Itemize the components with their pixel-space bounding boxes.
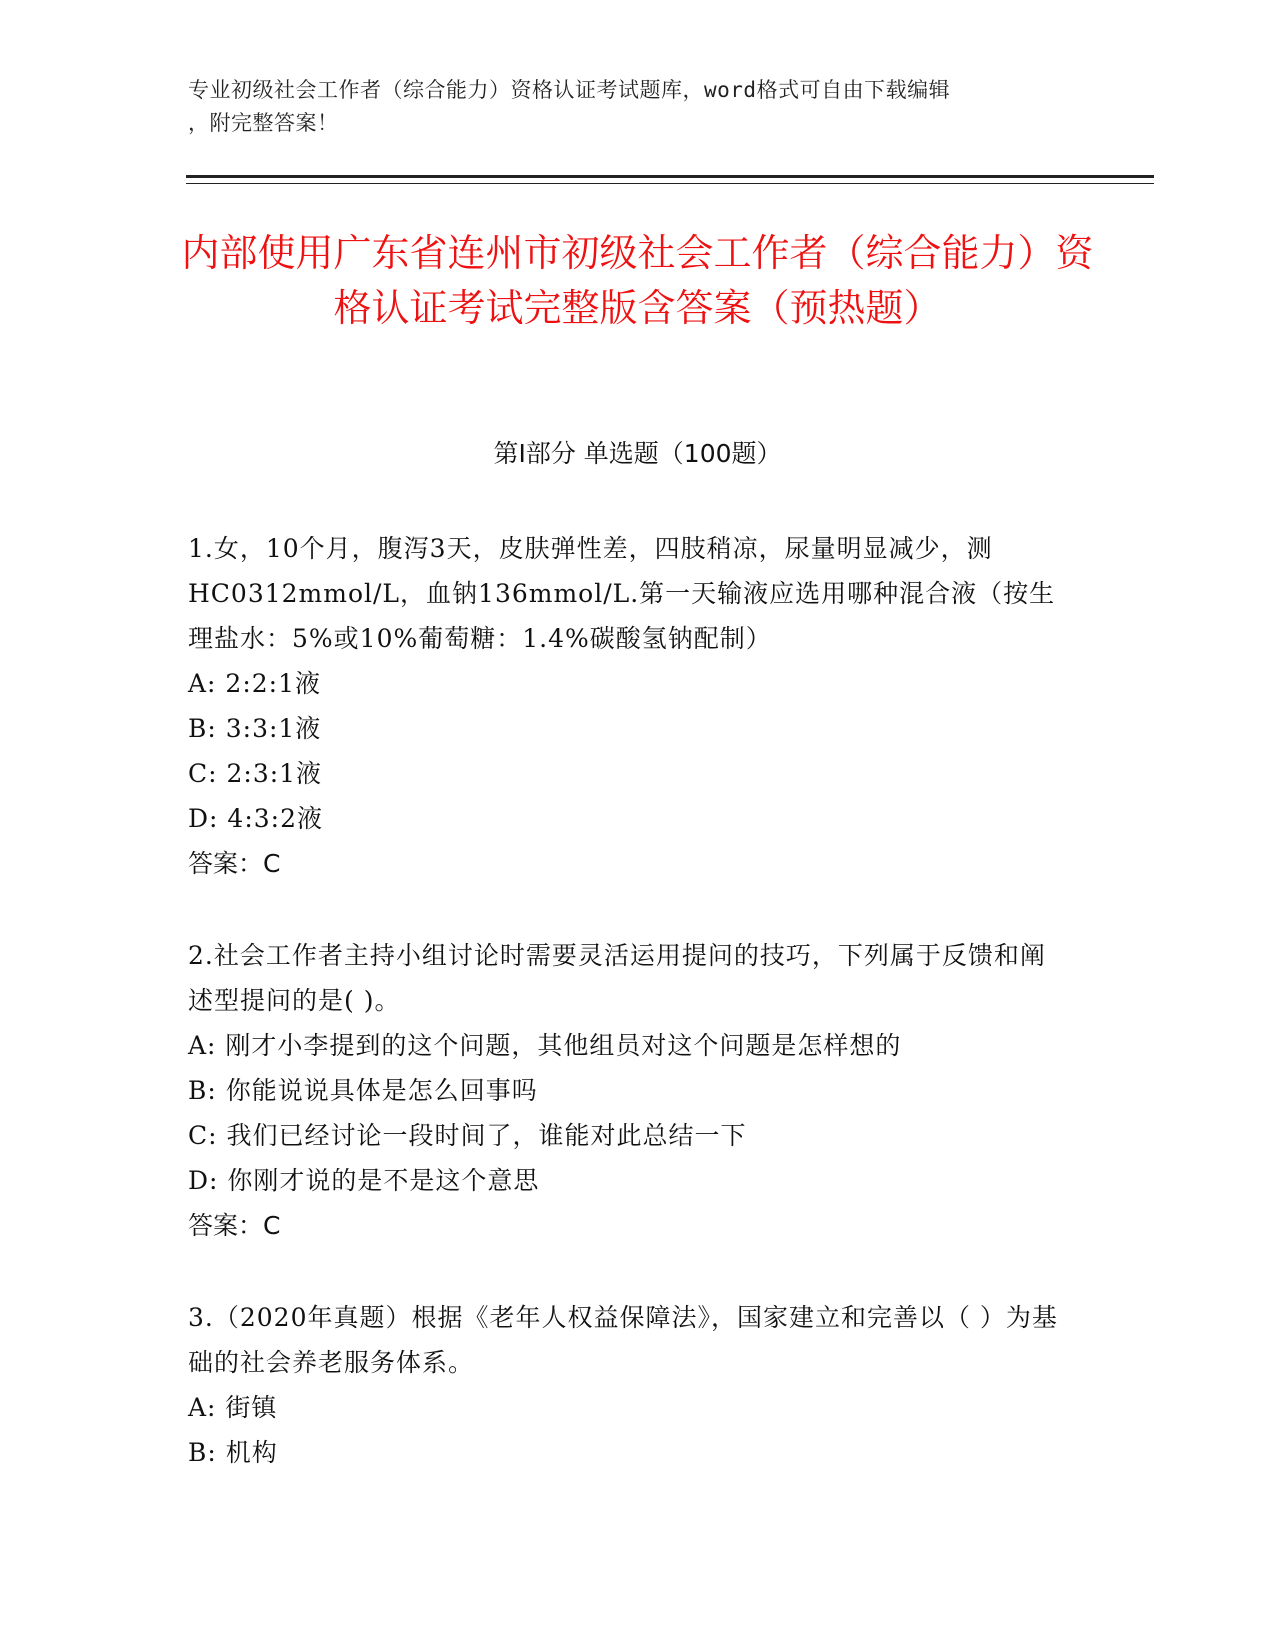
option-d: D: 你刚才说的是不是这个意思 [188, 1166, 540, 1195]
document-title: 内部使用广东省连州市初级社会工作者（综合能力）资格认证考试完整版含答案（预热题） [181, 231, 1094, 330]
header-divider-thin [186, 183, 1154, 184]
option-a: A: 2:2:1液 [188, 669, 321, 698]
header-note [188, 74, 1088, 140]
option-b: B: 机构 [188, 1438, 278, 1467]
question-stem: 3.（2020年真题）根据《老年人权益保障法》，国家建立和完善以（ ）为基础的社会养老服务体系。 [188, 1303, 1058, 1377]
header-divider-thick [186, 175, 1154, 178]
answer: 答案：C [188, 1211, 281, 1240]
option-d: D: 4:3:2液 [188, 804, 323, 833]
question-stem: 1.女，10个月，腹泻3天，皮肤弹性差，四肢稍凉，尿量明显减少，测HC0312mmol/L，血钠136mmol/L.第一天输液应选用哪种混合液（按生理盐水：5%或10%葡萄糖：1.4%碳酸氢钠配制） [188, 534, 1056, 653]
section-heading: 第Ⅰ部分 单选题（100题） [493, 439, 782, 468]
question-3 [188, 1295, 1068, 1475]
header-note-line-1: 专业初级社会工作者（综合能力）资格认证考试题库，word格式可自由下载编辑 [188, 78, 951, 102]
option-c: C: 我们已经讨论一段时间了，谁能对此总结一下 [188, 1121, 747, 1150]
option-b: B: 3:3:1液 [188, 714, 322, 743]
option-b: B: 你能说说具体是怎么回事吗 [188, 1076, 538, 1105]
option-a: A: 街镇 [188, 1393, 278, 1422]
option-c: C: 2:3:1液 [188, 759, 323, 788]
question-stem: 2.社会工作者主持小组讨论时需要灵活运用提问的技巧，下列属于反馈和阐述型提问的是( )。 [188, 941, 1046, 1015]
option-a: A: 刚才小李提到的这个问题，其他组员对这个问题是怎样想的 [188, 1031, 902, 1060]
question-2 [188, 933, 1068, 1248]
question-1 [188, 526, 1068, 886]
header-note-line-2: ，附完整答案！ [188, 111, 339, 135]
answer: 答案：C [188, 849, 281, 878]
